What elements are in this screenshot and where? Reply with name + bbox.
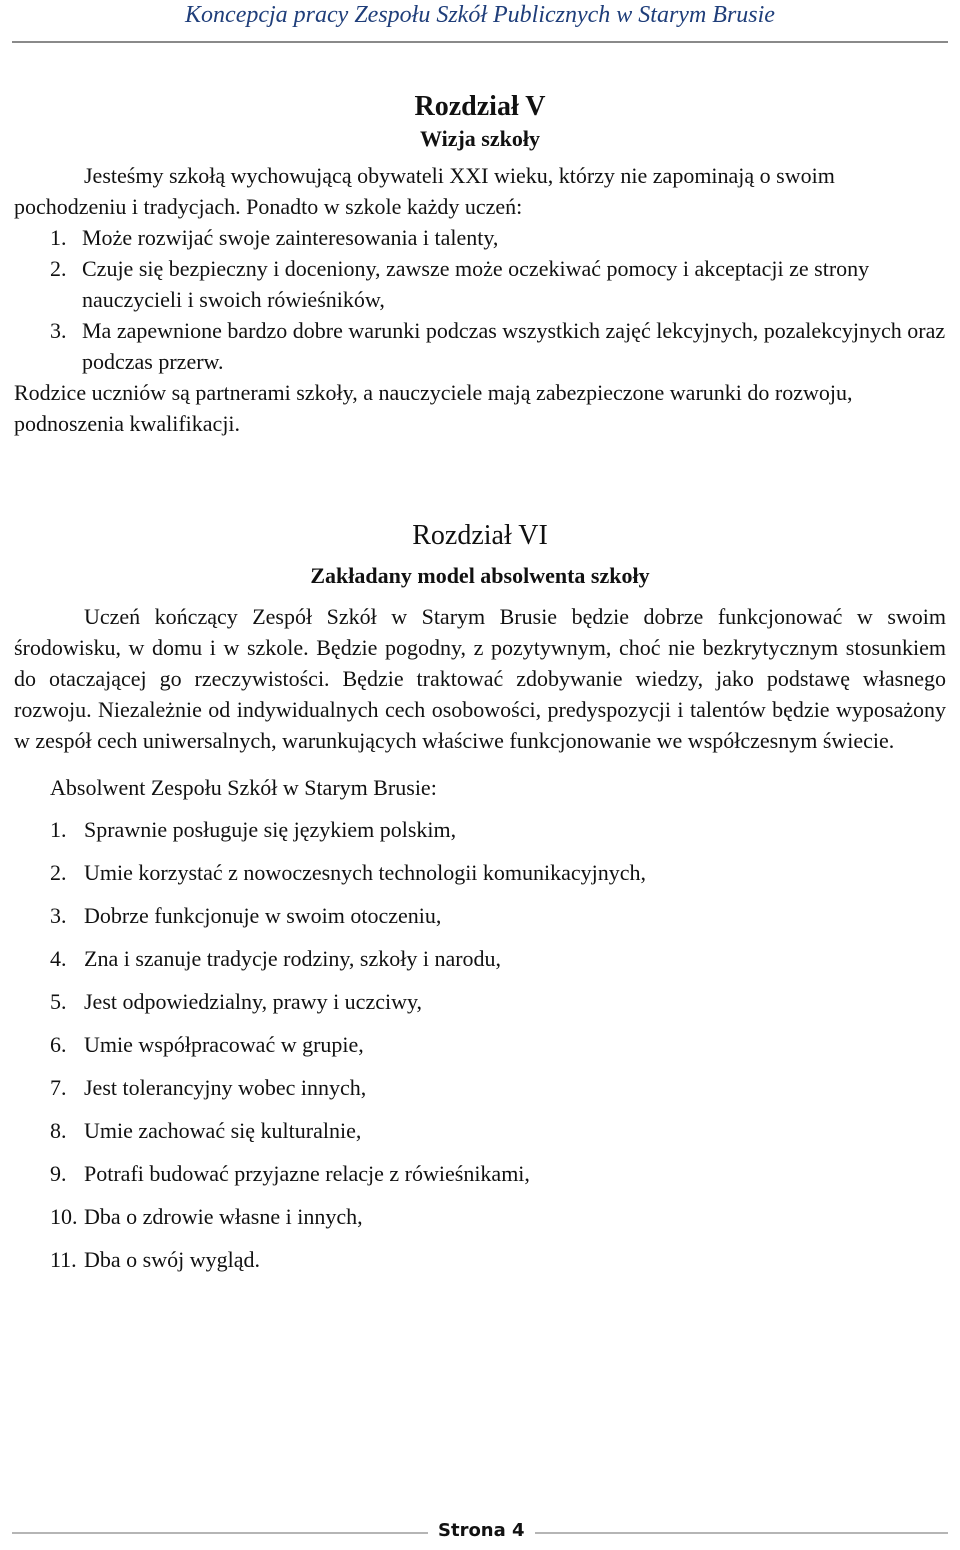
list-item: [14, 1023, 946, 1066]
chapter-5-subtitle: Wizja szkoły: [420, 126, 540, 151]
list-item: [14, 1152, 946, 1195]
list-item-number: 10.: [50, 1204, 78, 1229]
list-item-number: 7.: [50, 1075, 67, 1100]
chapter-5-intro: Jesteśmy szkołą wychowującą obywateli XXI wieku, którzy nie zapominają o swoim pochodzeniu i tradycjach. Ponadto w szkole każdy uczeń:: [14, 163, 835, 219]
list-item: [14, 1066, 946, 1109]
page-number: Strona 4: [428, 1520, 535, 1542]
list-item-number: 11.: [50, 1247, 77, 1272]
list-item: [14, 894, 946, 937]
list-item: [14, 253, 946, 315]
chapter-5-title: Rozdział V: [414, 91, 546, 122]
chapter-6-subtitle: Zakładany model absolwenta szkoły: [310, 563, 650, 588]
list-item-number: 3.: [50, 318, 67, 343]
page-footer: [12, 1520, 948, 1550]
list-item-text: Ma zapewnione bardzo dobre warunki podczas wszystkich zajęć lekcyjnych, pozalekcyjnych oraz podczas przerw.: [82, 318, 946, 374]
list-item-text: Umie współpracować w grupie,: [84, 1032, 364, 1057]
page-header: [12, 0, 948, 43]
list-item-text: Potrafi budować przyjazne relacje z rówieśnikami,: [84, 1161, 530, 1186]
list-item-text: Jest tolerancyjny wobec innych,: [84, 1075, 367, 1100]
list-item: [14, 1195, 946, 1238]
list-item-number: 4.: [50, 946, 67, 971]
chapter-5-closing: Rodzice uczniów są partnerami szkoły, a nauczyciele mają zabezpieczone warunki do rozwoju, podnoszenia kwalifikacji.: [14, 380, 853, 436]
chapter-6: [14, 519, 946, 1281]
list-item-text: Jest odpowiedzialny, prawy i uczciwy,: [84, 989, 423, 1014]
chapter-5: [14, 90, 946, 439]
list-item: [14, 980, 946, 1023]
list-item-text: Może rozwijać swoje zainteresowania i talenty,: [82, 225, 499, 250]
chapter-6-paragraph: Uczeń kończący Zespół Szkół w Starym Brusie będzie dobrze funkcjonować w swoim środowisku, w domu i w szkole. Będzie pogodny, z pozytywnym, choć nie bezkrytycznym stosunkiem do otaczającej go rzeczywistości. Będzie traktować zdobywanie wiedzy, jako podstawę własnego rozwoju. Niezależnie od indywidualnych cech osobowości, predyspozycji i talentów będzie wyposażony w zespół cech uniwersalnych, warunkujących właściwe funkcjonowanie we współczesnym świecie.: [14, 604, 946, 753]
list-item-number: 6.: [50, 1032, 67, 1057]
list-item-number: 1.: [50, 817, 67, 842]
chapter-6-title: Rozdział VI: [412, 520, 548, 551]
list-item-text: Dobrze funkcjonuje w swoim otoczeniu,: [84, 903, 442, 928]
list-item: [14, 937, 946, 980]
list-item: [14, 1109, 946, 1152]
list-item-number: 9.: [50, 1161, 67, 1186]
list-item-number: 8.: [50, 1118, 67, 1143]
graduate-list-intro: Absolwent Zespołu Szkół w Starym Brusie:: [50, 775, 437, 800]
list-item-text: Dba o swój wygląd.: [84, 1247, 260, 1272]
list-item-text: Czuje się bezpieczny i doceniony, zawsze może oczekiwać pomocy i akceptacji ze strony nauczycieli i swoich rówieśników,: [82, 256, 870, 312]
list-item: [14, 851, 946, 894]
page-content: [14, 90, 946, 1281]
list-item: [14, 808, 946, 851]
list-item-number: 3.: [50, 903, 67, 928]
list-item-number: 1.: [50, 225, 67, 250]
document-title: Koncepcja pracy Zespołu Szkół Publicznych w Starym Brusie: [185, 2, 775, 28]
list-item-number: 2.: [50, 860, 67, 885]
list-item-number: 2.: [50, 256, 67, 281]
chapter-5-list: [14, 222, 946, 377]
list-item-text: Umie korzystać z nowoczesnych technologii komunikacyjnych,: [84, 860, 647, 885]
list-item-text: Sprawnie posługuje się językiem polskim,: [84, 817, 457, 842]
graduate-list: [14, 808, 946, 1281]
list-item: [14, 1238, 946, 1281]
list-item-text: Umie zachować się kulturalnie,: [84, 1118, 362, 1143]
list-item-number: 5.: [50, 989, 67, 1014]
list-item-text: Zna i szanuje tradycje rodziny, szkoły i narodu,: [84, 946, 502, 971]
list-item-text: Dba o zdrowie własne i innych,: [84, 1204, 363, 1229]
list-item: [14, 222, 946, 253]
list-item: [14, 315, 946, 377]
